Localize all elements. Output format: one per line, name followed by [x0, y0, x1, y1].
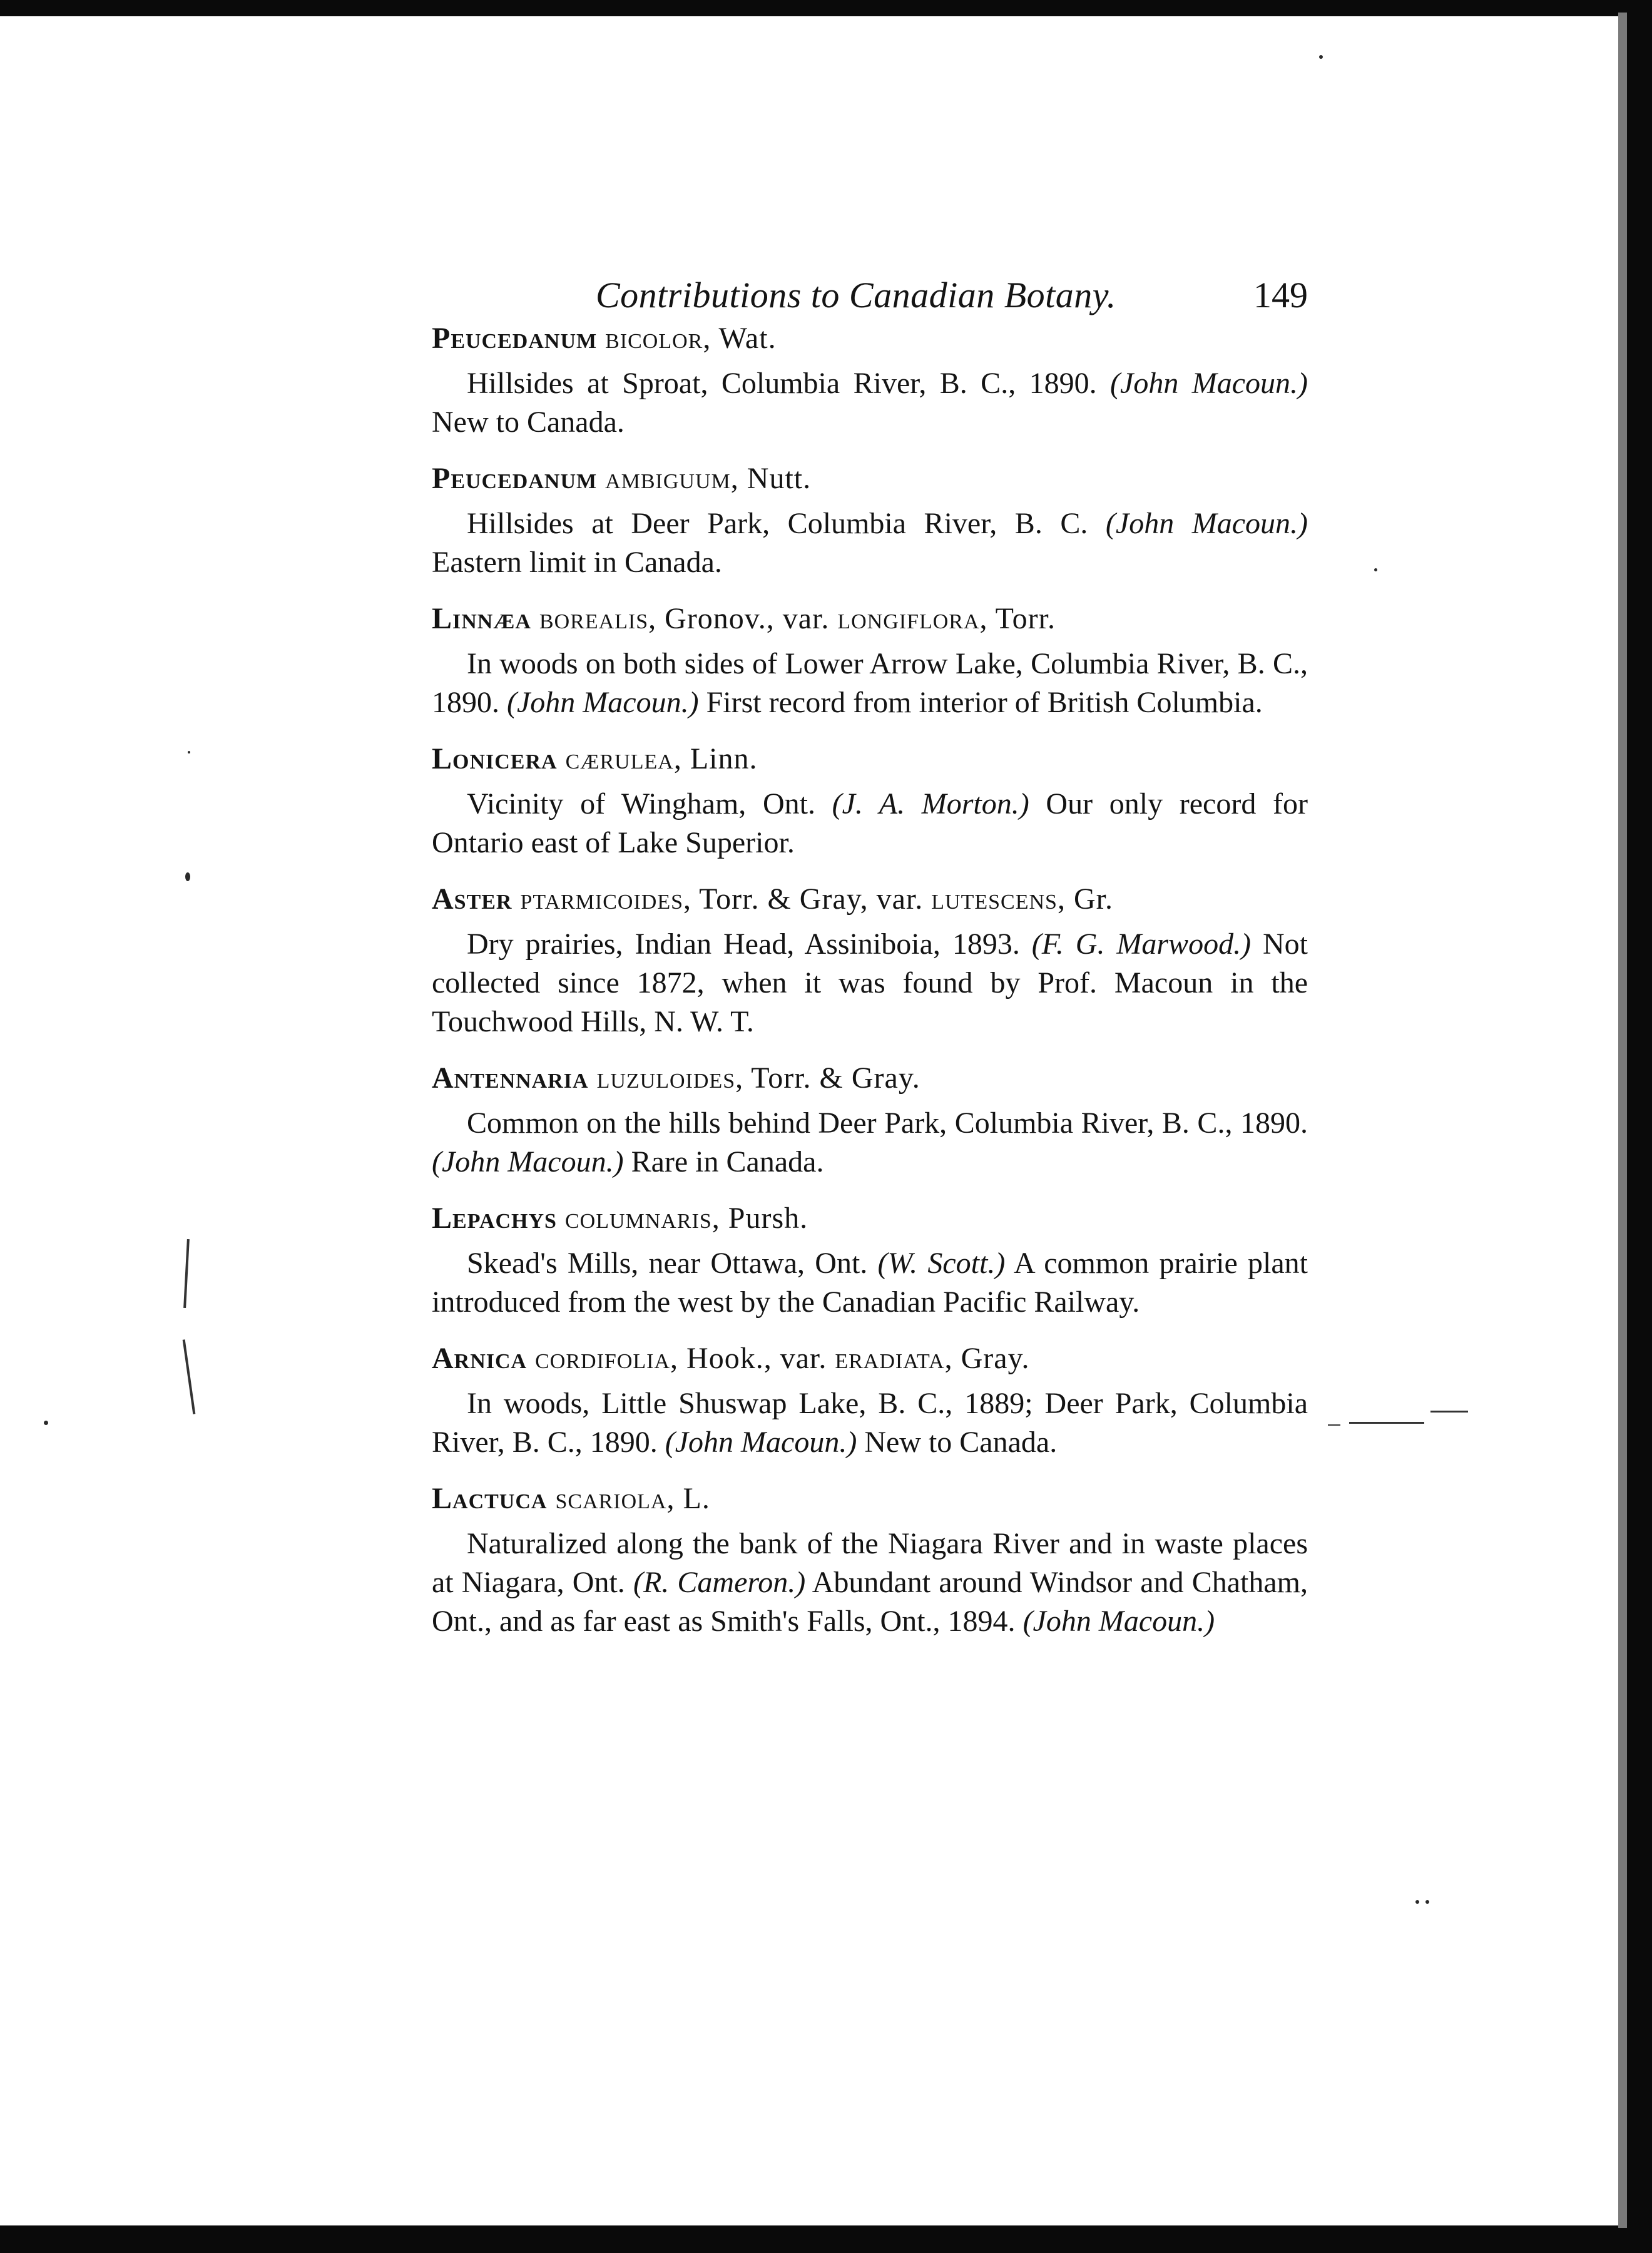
body-text: Eastern limit in Canada. [432, 546, 722, 579]
entry-body [432, 1244, 1308, 1322]
species-entry [432, 880, 1308, 1041]
species-heading [432, 740, 1308, 779]
body-text: Hillsides at Sproat, Columbia River, B. C., 1890. [467, 367, 1111, 400]
species-heading [432, 600, 1308, 638]
species-heading [432, 1199, 1308, 1238]
margin-stroke [1430, 1411, 1468, 1413]
genus-name: Lactuca [432, 1482, 548, 1515]
species-authority: , Hook., var. [670, 1342, 835, 1375]
species-entry [432, 1479, 1308, 1641]
entry-body [432, 925, 1308, 1041]
species-name: ambiguum [605, 462, 731, 495]
variety-name: longiflora [837, 602, 980, 635]
collector-credit: (John Macoun.) [1022, 1605, 1215, 1638]
scan-border-right-shadow [1618, 13, 1627, 2228]
body-text: New to Canada. [857, 1426, 1058, 1459]
margin-stroke [183, 1339, 196, 1414]
scan-speck [1319, 55, 1323, 59]
species-authority: , Linn. [673, 742, 758, 775]
genus-name: Arnica [432, 1342, 528, 1375]
species-name: luzuloides [596, 1061, 736, 1095]
species-authority: , L. [666, 1482, 710, 1515]
variety-name: eradiata [835, 1342, 945, 1375]
collector-credit: (John Macoun.) [432, 1145, 624, 1178]
species-entry [432, 319, 1308, 442]
scan-speck [1425, 1900, 1429, 1904]
species-authority: , Pursh. [711, 1202, 808, 1235]
collector-credit: (R. Cameron.) [633, 1566, 806, 1599]
body-text: Rare in Canada. [623, 1145, 824, 1178]
genus-name: Peucedanum [432, 462, 598, 495]
scan-border-top [0, 0, 1652, 16]
species-name: scariola [555, 1482, 667, 1515]
variety-authority: , Torr. [979, 602, 1056, 635]
collector-credit: (F. G. Marwood.) [1031, 927, 1252, 961]
species-entry [432, 1199, 1308, 1322]
collector-credit: (John Macoun.) [1110, 367, 1308, 400]
species-heading [432, 1479, 1308, 1518]
species-name: cærulea [565, 742, 674, 775]
body-text: New to Canada. [432, 406, 625, 439]
margin-stroke [1349, 1422, 1424, 1424]
body-text: Abundant around Windsor and Chatham, Ont., and as far east as Smith's Falls, Ont., 1894. [432, 1566, 1308, 1638]
entry-body [432, 645, 1308, 722]
variety-authority: , Gray. [944, 1342, 1030, 1375]
entry-body [432, 1384, 1308, 1462]
species-authority: , Torr. & Gray, var. [683, 882, 932, 916]
entry-body [432, 1525, 1308, 1641]
genus-name: Lepachys [432, 1202, 557, 1235]
species-entry [432, 600, 1308, 722]
scan-speck [185, 872, 190, 881]
body-text: Common on the hills behind Deer Park, Columbia River, B. C., 1890. [467, 1106, 1308, 1140]
margin-stroke [183, 1239, 190, 1308]
entry-body [432, 504, 1308, 582]
body-text: Naturalized along the bank of the Niagara River and in waste places at Niagara, Ont. [432, 1527, 1308, 1599]
page-column [432, 269, 1308, 1641]
genus-name: Lonicera [432, 742, 558, 775]
species-heading [432, 459, 1308, 498]
collector-credit: (J. A. Morton.) [832, 787, 1029, 820]
collector-credit: (John Macoun.) [507, 686, 699, 719]
genus-name: Antennaria [432, 1061, 589, 1095]
collector-credit: (John Macoun.) [1105, 507, 1308, 540]
species-entry [432, 740, 1308, 862]
species-authority: , Torr. & Gray. [735, 1061, 920, 1095]
scan-border-bottom [0, 2225, 1652, 2253]
entry-body [432, 364, 1308, 442]
scan-speck [188, 751, 190, 754]
variety-authority: , Gr. [1057, 882, 1113, 916]
body-text: Dry prairies, Indian Head, Assiniboia, 1893. [467, 927, 1032, 961]
species-name: bicolor [605, 322, 703, 355]
scan-speck [1415, 1900, 1419, 1904]
species-name: borealis [539, 602, 649, 635]
species-name: ptarmicoides [520, 882, 684, 916]
entry-body [432, 785, 1308, 862]
running-title: Contributions to Canadian Botany. [596, 275, 1116, 315]
species-heading [432, 1339, 1308, 1378]
body-text: Our only record for Ontario east of Lake Superior. [432, 787, 1308, 859]
running-head [432, 269, 1308, 319]
collector-credit: (John Macoun.) [665, 1426, 857, 1459]
species-heading [432, 880, 1308, 919]
species-entry [432, 1339, 1308, 1462]
genus-name: Aster [432, 882, 512, 916]
species-entry [432, 459, 1308, 582]
body-text: Hillsides at Deer Park, Columbia River, B. C. [467, 507, 1106, 540]
scan-speck [1374, 568, 1377, 571]
genus-name: Peucedanum [432, 322, 598, 355]
body-text: First record from interior of British Columbia. [698, 686, 1263, 719]
species-heading [432, 1059, 1308, 1098]
variety-name: lutescens [931, 882, 1058, 916]
page-number: 149 [1253, 275, 1308, 315]
collector-credit: (W. Scott.) [877, 1247, 1006, 1280]
body-text: Skead's Mills, near Ottawa, Ont. [467, 1247, 878, 1280]
body-text: A common prairie plant introduced from the west by the Canadian Pacific Railway. [432, 1247, 1308, 1319]
genus-name: Linnæa [432, 602, 531, 635]
species-name: columnaris [564, 1202, 712, 1235]
species-authority: , Nutt. [730, 462, 812, 495]
species-entry [432, 1059, 1308, 1182]
species-name: cordifolia [535, 1342, 671, 1375]
entry-body [432, 1104, 1308, 1182]
scan-speck [44, 1421, 48, 1425]
body-text: In woods on both sides of Lower Arrow Lake, Columbia River, B. C., 1890. [432, 647, 1308, 719]
body-text: In woods, Little Shuswap Lake, B. C., 1889; Deer Park, Columbia River, B. C., 1890. [432, 1387, 1308, 1459]
body-text: Not collected since 1872, when it was found by Prof. Macoun in the Touchwood Hills, N. W. T. [432, 927, 1308, 1038]
margin-stroke [1328, 1424, 1340, 1426]
species-authority: , Gronov., var. [648, 602, 838, 635]
species-heading [432, 319, 1308, 358]
body-text: Vicinity of Wingham, Ont. [467, 787, 832, 820]
species-authority: , Wat. [703, 322, 777, 355]
scan-border-right [1627, 0, 1652, 2253]
